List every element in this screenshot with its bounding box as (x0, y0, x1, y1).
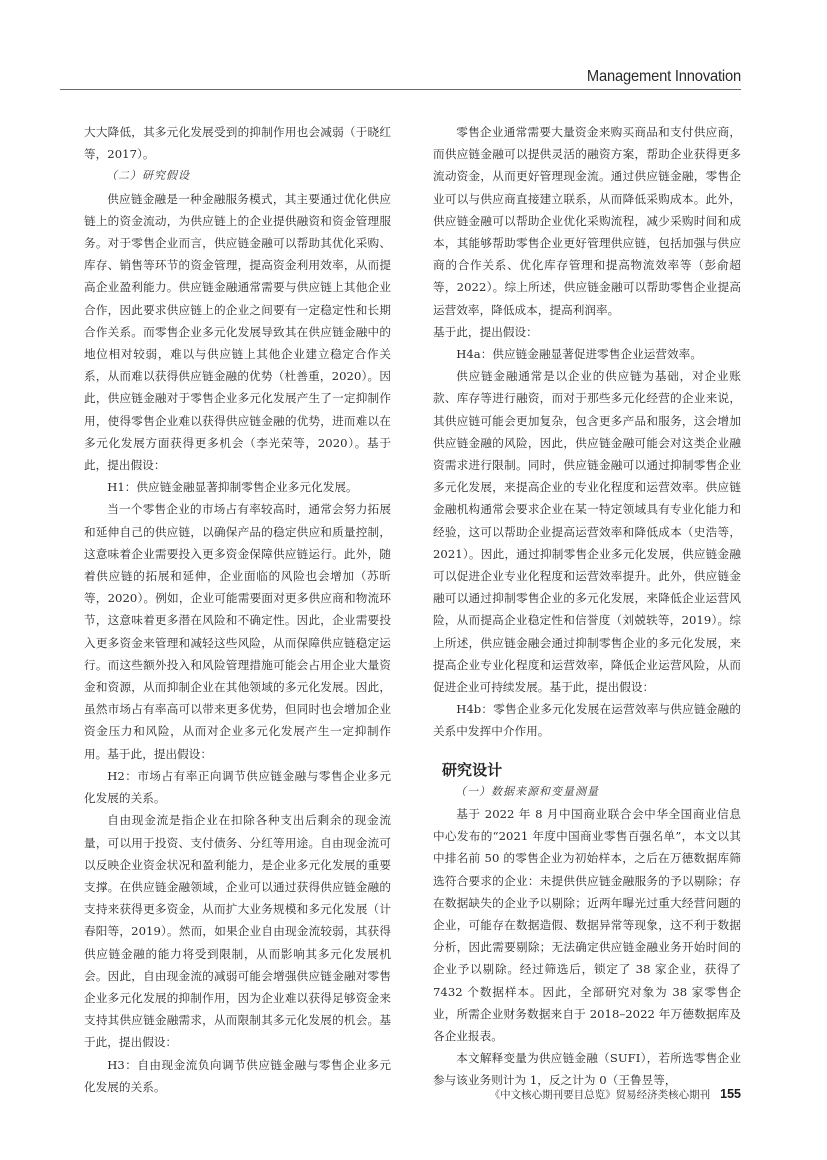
paragraph-operating-efficiency: 零售企业通常需要大量资金来购买商品和支付供应商，而供应链金融可以提供灵活的融资方案，帮助企业获得更多流动资金，从而更好管理现金流。通过供应链金融，零售企业可以与供应商直接建立联系，从而降低采购成本。此外，供应链金融可以帮助企业优化采购流程，减少采购时间和成本，其能够帮助零售企业更好管理供应链，包括加强与供应商的合作关系、优化库存管理和提高物流效率等（彭俞超等，2022）。综上所述，供应链金融可以帮助零售企业提高运营效率，降低成本，提高利润率。 (433, 125, 741, 317)
paragraph-mediation: 供应链金融通常是以企业的供应链为基础，对企业账款、库存等进行融资，而对于那些多元化经营的企业来说，其供应链可能会更加复杂，包含更多产品和服务，这会增加供应链金融的风险，因此，供应链金融可能会对这类企业融资需求进行限制。同时，供应链金融可以通过抑制零售企业多元化发展，来提高企业的专业化程度和运营效率。供应链金融机构通常会要求企业在某一特定领域具有专业化能力和经验，这可以帮助企业提高运营效率和降低成本（史浩等，2021）。因此，通过抑制零售企业多元化发展，供应链金融可以促进企业专业化程度和运营效率提升。此外，供应链金融可以通过抑制零售企业的多元化发展，来降低企业运营风险，从而提高企业稳定性和信誉度（刘兢轶等，2019）。综上所述，供应链金融会通过抑制零售企业的多元化发展，来提高企业专业化程度和运营效率，降低企业运营风险，从而促进企业可持续发展。基于此，提出假设： (433, 369, 741, 695)
page-number: 155 (720, 1087, 741, 1101)
left-column (84, 121, 391, 1098)
page-footer (490, 1087, 741, 1102)
paragraph-hypothesis-lead: 基于此，提出假设： (433, 324, 538, 339)
subsection-heading-data-source: （一）数据来源和变量测量 (455, 784, 599, 798)
paragraph-free-cash-flow: 自由现金流是指企业在扣除各种支出后剩余的现金流量，可以用于投资、支付债务、分红等用途。自由现金流可以反映企业资金状况和盈利能力，是企业多元化发展的重要支撑。在供应链金融领域，企业可以通过获得供应链金融的支持来获得更多资金，从而扩大业务规模和多元化发展（计春阳等，2019）。然而，如果企业自由现金流较弱，其获得供应链金融的能力将受到限制，从而影响其多元化发展机会。因此，自由现金流的减弱可能会增强供应链金融对零售企业多元化发展的抑制作用，因为企业难以获得足够资金来支持其供应链金融需求，从而限制其多元化发展的机会。基于此，提出假设： (84, 813, 391, 1050)
hypothesis-h4a: H4a：供应链金融显著促进零售企业运营效率。 (456, 347, 702, 362)
section-heading-research-design: 研究设计 (442, 760, 503, 779)
right-column (433, 121, 741, 1092)
running-head-title: Management Innovation (586, 68, 741, 85)
subsection-heading-hypotheses: （二）研究假设 (106, 169, 190, 183)
hypothesis-h2: H2：市场占有率正向调节供应链金融与零售企业多元化发展的关系。 (84, 768, 391, 806)
hypothesis-h1: H1：供应链金融显著抑制零售企业多元化发展。 (107, 480, 358, 495)
paragraph-sample: 基于 2022 年 8 月中国商业联合会中华全国商业信息中心发布的“2021 年度中国商业零售百强名单”，本文以其中排名前 50 的零售企业为初始样本，之后在万德数据库筛选符合要求的企业：未提供供应链金融服务的予以剔除；存在数据缺失的企业予以剔除；近两年曝光过重大经营问题的企业，可能存在数据造假、数据异常等现象，这不利于数据分析，因此需要剔除；无法确定供应链金融业务开始时间的企业予以剔除。经过筛选后，锁定了 38 家企业，获得了 7432 个数据样本。因此，全部研究对象为 38 家零售企业，所需企业财务数据来自于 2018–2022 年万德数据库及各企业报表。 (433, 806, 741, 1043)
journal-index-note: 《中文核心期刊要目总览》贸易经济类核心期刊 (489, 1089, 711, 1101)
hypothesis-h3: H3：自由现金流负向调节供应链金融与零售企业多元化发展的关系。 (84, 1057, 391, 1094)
paragraph-continued: 大大降低，其多元化发展受到的抑制作用也会减弱（于晓红等，2017）。 (84, 125, 391, 162)
header-rule (60, 89, 741, 90)
hypothesis-h4b: H4b：零售企业多元化发展在运营效率与供应链金融的关系中发挥中介作用。 (433, 702, 741, 739)
paragraph-explanatory-variable: 本文解释变量为供应链金融（SUFI），若所选零售企业参与该业务则计为 1，反之计为 0（王鲁昱等， (433, 1051, 741, 1088)
paragraph-supply-chain-finance: 供应链金融是一种金融服务模式，其主要通过优化供应链上的资金流动，为供应链上的企业提供融资和资金管理服务。对于零售企业而言，供应链金融可以帮助其优化采购、库存、销售等环节的资金管理，提高资金利用效率，从而提高企业盈利能力。供应链金融通常需要与供应链上其他企业合作，因此要求供应链上的企业之间要有一定稳定性和长期合作关系。而零售企业多元化发展导致其在供应链金融中的地位相对较弱，难以与供应链上其他企业建立稳定合作关系，从而难以获得供应链金融的优势（杜善重，2020）。因此，供应链金融对于零售企业多元化发展产生了一定抑制作用，使得零售企业难以获得供应链金融的优势，进而难以在多元化发展方面获得更多机会（李光荣等，2020）。基于此，提出假设： (84, 191, 391, 473)
paragraph-market-share: 当一个零售企业的市场占有率较高时，通常会努力拓展和延伸自己的供应链，以确保产品的稳定供应和质量控制，这意味着企业需要投入更多资金保障供应链运行。此外，随着供应链的拓展和延伸，企业面临的风险也会增加（苏昕等，2020）。例如，企业可能需要面对更多供应商和物流环节，这意味着更多潜在风险和不确定性。因此，企业需要投入更多资金来管理和减轻这些风险，从而保障供应链稳定运行。而这些额外投入和风险管理措施可能会占用企业大量资金和资源，从而抑制企业在其他领域的多元化发展。因此，虽然市场占有率高可以带来更多优势，但同时也会增加企业资金压力和风险，从而对企业多元化发展产生一定抑制作用。基于此，提出假设： (84, 502, 391, 761)
